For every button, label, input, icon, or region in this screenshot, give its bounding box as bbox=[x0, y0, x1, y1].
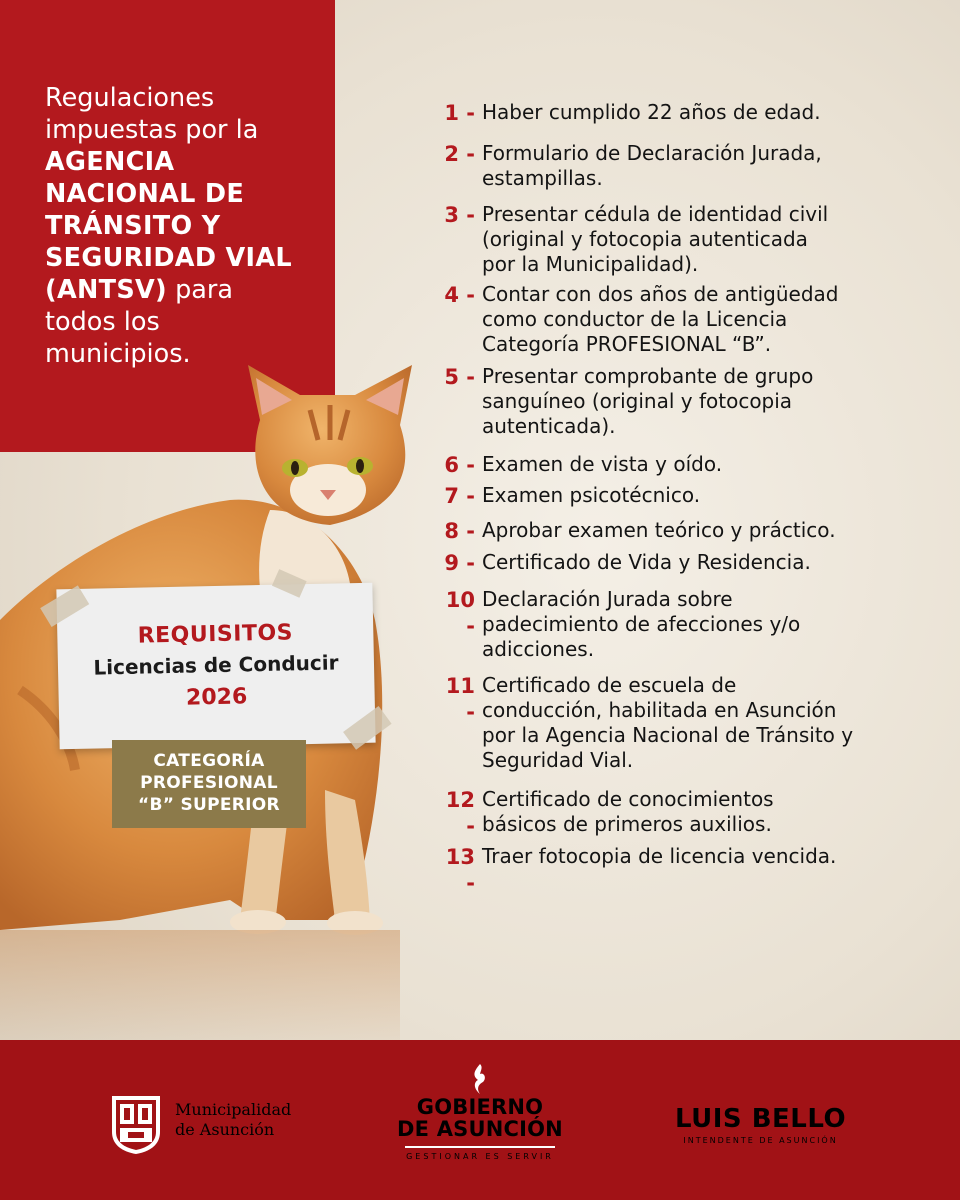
requirement-text bbox=[482, 141, 952, 191]
gobierno-tagline: GESTIONAR ES SERVIR bbox=[406, 1152, 554, 1161]
note-subtitle: Licencias de Conducir bbox=[93, 650, 339, 680]
intro-line: impuestas por la bbox=[45, 115, 259, 145]
requirement-line: Formulario de Declaración Jurada, bbox=[482, 141, 822, 165]
badge-line: PROFESIONAL bbox=[140, 773, 278, 793]
badge-line: CATEGORÍA bbox=[153, 751, 265, 771]
requirement-number: 8 - bbox=[444, 519, 475, 543]
requirement-line: padecimiento de afecciones y/o bbox=[482, 612, 801, 636]
requirement-line: Certificado de escuela de bbox=[482, 673, 737, 697]
requirement-line: (original y fotocopia autenticada bbox=[482, 227, 808, 251]
gobierno-logo bbox=[395, 1062, 565, 1161]
requirement-text bbox=[482, 518, 952, 543]
requirement-number: 12 - bbox=[445, 788, 475, 838]
requirement-line: Haber cumplido 22 años de edad. bbox=[482, 100, 821, 124]
requirement-line: Presentar cédula de identidad civil bbox=[482, 202, 829, 226]
requirement-line: por la Municipalidad). bbox=[482, 252, 699, 276]
requirement-line: Contar con dos años de antigüedad bbox=[482, 282, 839, 306]
requirement-line: Presentar comprobante de grupo bbox=[482, 364, 814, 388]
requirement-line: Certificado de conocimientos bbox=[482, 787, 774, 811]
requirement-line: Examen psicotécnico. bbox=[482, 483, 701, 507]
agency-name-line: AGENCIA bbox=[45, 147, 175, 177]
municipality-line: de Asunción bbox=[175, 1120, 275, 1139]
requirement-line: Categoría PROFESIONAL “B”. bbox=[482, 332, 772, 356]
requirement-text bbox=[482, 787, 952, 837]
requirement-text bbox=[482, 844, 952, 869]
requirement-text bbox=[482, 202, 952, 277]
note-year: 2026 bbox=[185, 684, 248, 711]
intro-line bbox=[45, 274, 320, 306]
requirement-text bbox=[482, 483, 952, 508]
requirement-text bbox=[482, 100, 952, 125]
category-badge bbox=[112, 740, 306, 828]
requirement-number: 1 - bbox=[444, 101, 475, 125]
intro-line: municipios. bbox=[45, 339, 191, 369]
requirement-number: 7 - bbox=[444, 484, 475, 508]
intro-line: todos los bbox=[45, 307, 160, 337]
municipality-wordmark bbox=[175, 1100, 291, 1140]
flame-icon bbox=[469, 1062, 491, 1096]
gobierno-line: GOBIERNO bbox=[416, 1095, 544, 1119]
requirement-number: 6 - bbox=[444, 453, 475, 477]
agency-acronym: (ANTSV) bbox=[45, 275, 167, 305]
requirement-line: estampillas. bbox=[482, 166, 603, 190]
requirement-line: Certificado de Vida y Residencia. bbox=[482, 550, 811, 574]
mayor-logo bbox=[675, 1106, 846, 1145]
requirement-number: 5 - bbox=[444, 365, 475, 389]
requirement-text bbox=[482, 550, 952, 575]
intro-word: para bbox=[166, 275, 234, 305]
requirement-line: adicciones. bbox=[482, 637, 595, 661]
agency-name-line: SEGURIDAD VIAL bbox=[45, 243, 292, 273]
requirement-number: 11 - bbox=[445, 674, 475, 724]
badge-line: “B” SUPERIOR bbox=[138, 795, 280, 815]
requirement-number: 13 - bbox=[445, 845, 475, 895]
requirement-line: como conductor de la Licencia bbox=[482, 307, 788, 331]
intro-text bbox=[45, 82, 320, 370]
requirement-line: sanguíneo (original y fotocopia bbox=[482, 389, 793, 413]
note-title: REQUISITOS bbox=[137, 620, 294, 649]
requirement-number: 4 - bbox=[444, 283, 475, 307]
requirement-line: autenticada). bbox=[482, 414, 616, 438]
requirement-line: por la Agencia Nacional de Tránsito y bbox=[482, 723, 854, 747]
requirement-text bbox=[482, 452, 952, 477]
requirement-line: Examen de vista y oído. bbox=[482, 452, 723, 476]
municipality-line: Municipalidad bbox=[175, 1100, 292, 1119]
requirement-text bbox=[482, 364, 952, 439]
requirement-number: 9 - bbox=[444, 551, 475, 575]
requirement-line: Declaración Jurada sobre bbox=[482, 587, 733, 611]
agency-name-line: TRÁNSITO Y bbox=[45, 211, 221, 241]
agency-name-line: NACIONAL DE bbox=[45, 179, 245, 209]
requirement-text bbox=[482, 587, 952, 662]
gobierno-line: DE ASUNCIÓN bbox=[397, 1117, 563, 1141]
requirement-line: Traer fotocopia de licencia vencida. bbox=[482, 844, 837, 868]
requirement-text bbox=[482, 673, 952, 773]
intro-line: Regulaciones bbox=[45, 83, 215, 113]
requirement-text bbox=[482, 282, 952, 357]
requirement-line: Seguridad Vial. bbox=[482, 748, 634, 772]
divider bbox=[405, 1146, 555, 1148]
requirement-number: 10 - bbox=[445, 588, 475, 638]
requirement-line: básicos de primeros auxilios. bbox=[482, 812, 772, 836]
requirements-note bbox=[56, 583, 375, 750]
requirement-line: conducción, habilitada en Asunción bbox=[482, 698, 837, 722]
mayor-name: LUIS BELLO bbox=[675, 1104, 847, 1134]
requirement-number: 2 - bbox=[444, 142, 475, 166]
municipality-crest-icon bbox=[108, 1092, 164, 1156]
mayor-title: INTENDENTE DE ASUNCIÓN bbox=[683, 1136, 838, 1145]
requirement-line: Aprobar examen teórico y práctico. bbox=[482, 518, 836, 542]
requirement-number: 3 - bbox=[444, 203, 475, 227]
